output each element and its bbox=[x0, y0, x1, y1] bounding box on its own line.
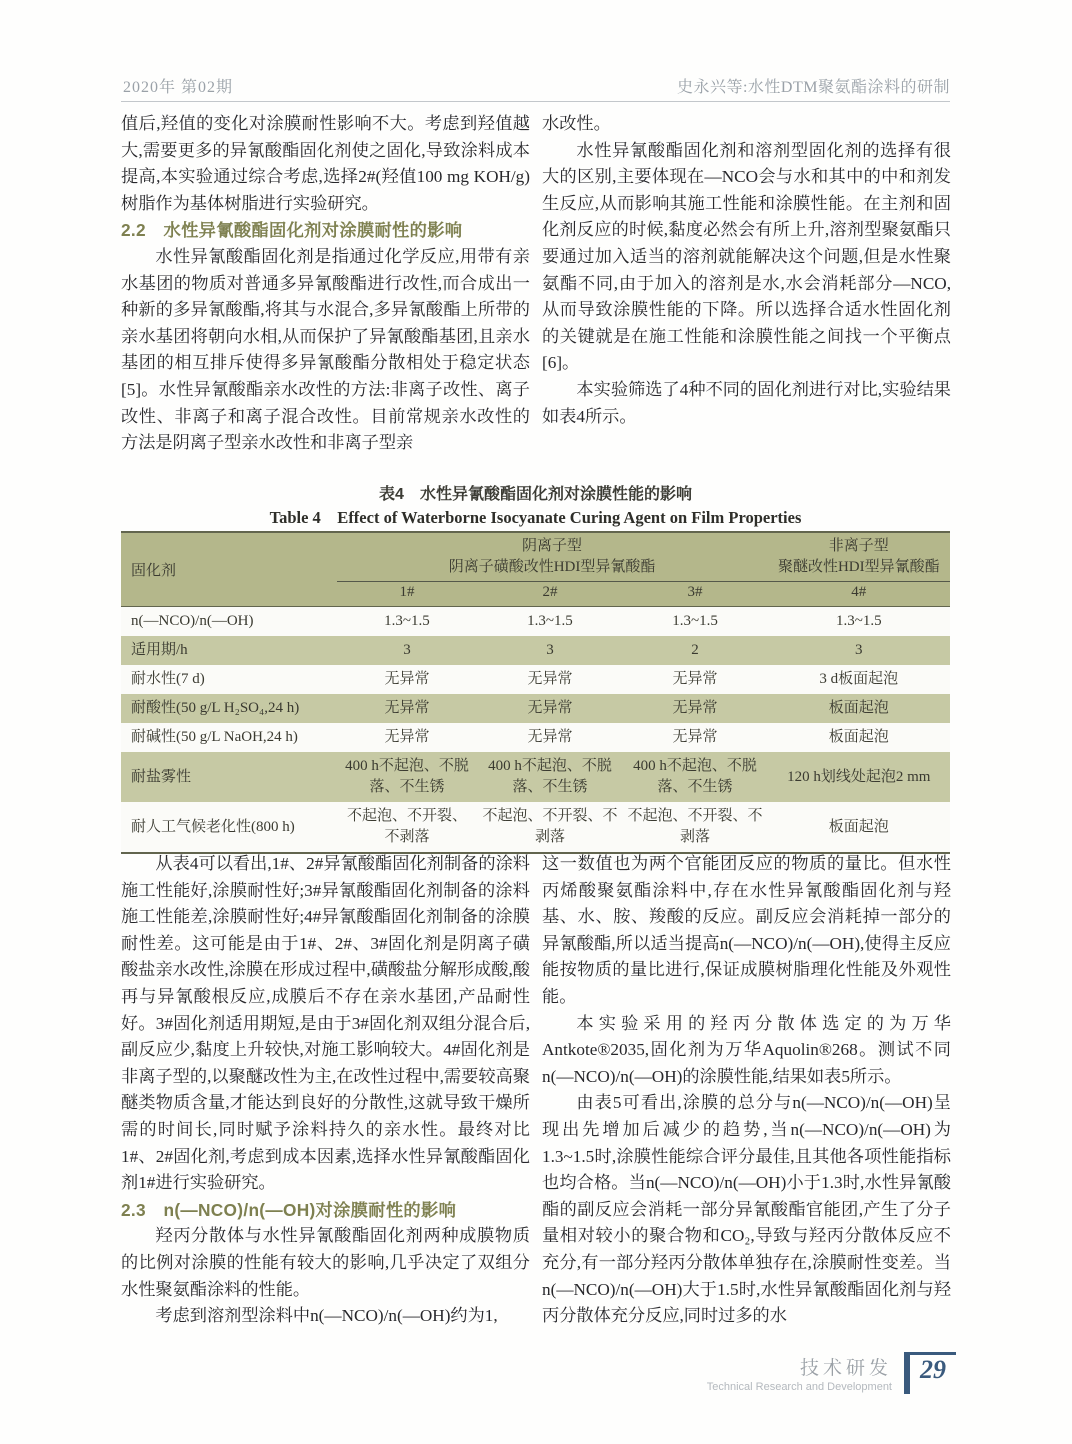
subheader-2: 2# bbox=[477, 582, 622, 607]
row-label: n(—NCO)/n(—OH) bbox=[131, 613, 254, 629]
table-row bbox=[121, 802, 950, 853]
table-cell: 无异常 bbox=[672, 700, 718, 716]
subheader-4: 4# bbox=[768, 582, 950, 607]
table-cell: 400 h不起泡、不脱落、不生锈 bbox=[488, 758, 612, 795]
table-header-row bbox=[121, 532, 950, 582]
table-cell: 3 bbox=[403, 642, 411, 658]
table-row bbox=[121, 694, 950, 723]
table-cell: 无异常 bbox=[527, 729, 573, 745]
table-cell: 1.3~1.5 bbox=[527, 613, 573, 629]
paragraph: 由表5可看出,涂膜的总分与n(—NCO)/n(—OH)呈现出先增加后减少的趋势,当n(—NCO)/n(—OH)为1.3~1.5时,涂膜性能综合评分最佳,且其他各项性能指标也均合格。当n(—NCO)/n(—OH)小于1.3时,水性异氰酸酯的副反应会消耗一部分异氰酸酯官能团,产生了分子量相对较小的聚合物和CO₂,导致与羟丙分散体反应不充分,有一部分羟丙分散体单独存在,涂膜耐性变差。当n(—NCO)/n(—OH)大于1.5时,水性异氰酸酯固化剂与羟丙分散体充分反应,同时过多的水 bbox=[542, 1093, 951, 1326]
section-heading-2-3: 2.3 n(—NCO)/n(—OH)对涂膜耐性的影响 bbox=[121, 1199, 457, 1220]
header-rule bbox=[121, 101, 950, 102]
table-cell: 1.3~1.5 bbox=[384, 613, 430, 629]
table-row bbox=[121, 665, 950, 694]
footer-section-cn: 技术研发 bbox=[799, 1358, 892, 1379]
paragraph: 水改性。 bbox=[542, 114, 611, 133]
table-cell: 1.3~1.5 bbox=[835, 613, 882, 629]
table4-title-en: Table 4 Effect of Waterborne Isocyanate Curing Agent on Film Properties bbox=[269, 508, 802, 527]
table4 bbox=[121, 531, 950, 854]
paragraph: 值后,羟值的变化对涂膜耐性影响不大。考虑到羟值越大,需要更多的异氰酸酯固化剂使之固化,导致涂料成本提高,本实验通过综合考虑,选择2#(羟值100 mg KOH/g)树脂作为基体树脂进行实验研究。 bbox=[121, 114, 530, 213]
table-cell: 无异常 bbox=[672, 671, 718, 687]
table-row bbox=[121, 607, 950, 637]
table-cell: 无异常 bbox=[672, 729, 718, 745]
table-cell: 无异常 bbox=[527, 700, 573, 716]
paragraph: 本实验筛选了4种不同的固化剂进行对比,实验结果如表4所示。 bbox=[542, 379, 951, 426]
paragraph: 本实验采用的羟丙分散体选定的为万华Antkote®2035,固化剂为万华Aquolin®268。测试不同n(—NCO)/n(—OH)的涂膜性能,结果如表5所示。 bbox=[542, 1013, 951, 1086]
group-label-line2: 聚醚改性HDI型异氰酸酯 bbox=[777, 559, 940, 575]
paragraph: 从表4可以看出,1#、2#异氰酸酯固化剂制备的涂料施工性能好,涂膜耐性好;3#异氰酸酯固化剂制备的涂料施工性能差,涂膜耐性好;4#异氰酸酯固化剂制备的涂膜耐性差。这可能是由于1#、2#、3#固化剂是阴离子磺酸盐亲水改性,涂膜在形成过程中,磺酸盐分解形成酸,酸再与异氰酸根反应,成膜后不存在亲水基团,产品耐性好。3#固化剂适用期短,是由于3#固化剂双组分混合后,副反应少,黏度上升较快,对施工影响较大。4#固化剂是非离子型的,以聚醚改性为主,在改性过程中,需要较高聚醚类物质含量,才能达到良好的分散性,这就导致干燥所需的时间长,同时赋予涂料持久的亲水性。最终对比1#、2#固化剂,考虑到成本因素,选择水性异氰酸酯固化剂1#进行实验研究。 bbox=[121, 854, 530, 1193]
paragraph: 水性异氰酸酯固化剂是指通过化学反应,用带有亲水基团的物质对普通多异氰酸酯进行改性,而合成出一种新的多异氰酸酯,将其与水混合,多异氰酸酯上所带的亲水基团将朝向水相,从而保护了异氰酸酯基团,且亲水基团的相互排斥使得多异氰酸酯分散相处于稳定状态[5]。水性异氰酸酯亲水改性的方法:非离子改性、离子改性、非离子和离子混合改性。目前常规亲水改性的方法是阴离子型亲水改性和非离子型亲 bbox=[121, 246, 530, 453]
subheader-3: 3# bbox=[623, 582, 768, 607]
table-cell: 不起泡、不开裂、不剥落 bbox=[627, 808, 763, 845]
table-cell: 无异常 bbox=[384, 671, 430, 687]
table-row bbox=[121, 723, 950, 752]
table-cell: 不起泡、不开裂、不剥落 bbox=[346, 808, 467, 845]
column-left-bottom bbox=[121, 851, 530, 1330]
section-heading-2-2: 2.2 水性异氰酸酯固化剂对涂膜耐性的影响 bbox=[121, 220, 463, 241]
running-head-title: 史永兴等:水性DTM聚氨酯涂料的研制 bbox=[676, 79, 950, 96]
header-group-anionic bbox=[337, 532, 768, 582]
table-cell: 3 bbox=[546, 642, 554, 658]
paragraph: 羟丙分散体与水性异氰酸酯固化剂两种成膜物质的比例对涂膜的性能有较大的影响,几乎决定了双组分水性聚氨酯涂料的性能。 bbox=[121, 1226, 530, 1299]
row-label: 耐水性(7 d) bbox=[131, 671, 205, 687]
table-cell: 板面起泡 bbox=[828, 729, 889, 745]
row-label: 耐碱性(50 g/L NaOH,24 h) bbox=[131, 729, 298, 745]
page-number-box bbox=[904, 1352, 956, 1394]
group-label-line2: 阴离子磺酸改性HDI型异氰酸酯 bbox=[448, 559, 656, 575]
running-head-issue: 2020年 第02期 bbox=[123, 79, 234, 96]
table4-title-cn: 表4 水性异氰酸酯固化剂对涂膜性能的影响 bbox=[379, 486, 692, 503]
footer-section-labels bbox=[707, 1352, 892, 1395]
table-cell: 3 d板面起泡 bbox=[819, 671, 899, 687]
column-right-top bbox=[542, 111, 951, 430]
table-cell: 1.3~1.5 bbox=[672, 613, 718, 629]
table-cell: 无异常 bbox=[384, 700, 430, 716]
footer-section-en: Technical Research and Development bbox=[706, 1381, 892, 1393]
row-label: 耐盐雾性 bbox=[131, 768, 192, 785]
table-row bbox=[121, 752, 950, 802]
table-cell: 无异常 bbox=[527, 671, 573, 687]
paragraph: 这一数值也为两个官能团反应的物质的量比。但水性丙烯酸聚氨酯涂料中,存在水性异氰酸酯固化剂与羟基、水、胺、羧酸的反应。副反应会消耗掉一部分的异氰酸酯,所以适当提高n(—NCO)/n(—OH),使得主反应能按物质的量比进行,保证成膜树脂理化性能及外观性能。 bbox=[542, 854, 951, 1006]
page-footer bbox=[707, 1352, 956, 1395]
table-row bbox=[121, 636, 950, 665]
column-right-bottom bbox=[542, 851, 951, 1330]
group-label-line1: 阴离子型 bbox=[522, 538, 583, 554]
header-cell-curing-agent: 固化剂 bbox=[121, 532, 337, 607]
row-label: 耐人工气候老化性(800 h) bbox=[131, 818, 295, 835]
table-cell: 400 h不起泡、不脱落、不生锈 bbox=[345, 758, 469, 795]
subheader-1: 1# bbox=[337, 582, 478, 607]
table4-header bbox=[121, 532, 950, 607]
paragraph: 考虑到溶剂型涂料中n(—NCO)/n(—OH)约为1, bbox=[155, 1306, 498, 1326]
group-label-line1: 非离子型 bbox=[828, 538, 889, 554]
table-cell: 不起泡、不开裂、不剥落 bbox=[482, 808, 618, 845]
page-number: 29 bbox=[920, 1355, 946, 1384]
table-cell: 板面起泡 bbox=[828, 818, 889, 835]
paragraph: 水性异氰酸酯固化剂和溶剂型固化剂的选择有很大的区别,主要体现在—NCO会与水和其中的中和剂发生反应,从而影响其施工性能和涂膜性能。在主剂和固化剂反应的时候,黏度必然会有所上升,溶剂型聚氨酯只要通过加入适当的溶剂就能解决这个问题,但是水性聚氨酯不同,由于加入的溶剂是水,水会消耗部分—NCO,从而导致涂膜性能的下降。所以选择合适水性固化剂的关键就是在施工性能和涂膜性能之间找一个平衡点[6]。 bbox=[542, 140, 951, 373]
table-cell: 板面起泡 bbox=[828, 700, 889, 716]
table-cell: 无异常 bbox=[384, 729, 430, 745]
column-left-top bbox=[121, 111, 530, 457]
row-label: 耐酸性(50 g/L H₂SO₄,24 h) bbox=[131, 700, 300, 716]
table-cell: 400 h不起泡、不脱落、不生锈 bbox=[633, 758, 757, 795]
table-cell: 120 h划线处起泡2 mm bbox=[787, 768, 931, 785]
table-cell: 2 bbox=[691, 642, 699, 658]
table4-body bbox=[121, 607, 950, 854]
table-cell: 3 bbox=[855, 642, 863, 658]
header-group-nonionic bbox=[768, 532, 950, 582]
row-label: 适用期/h bbox=[131, 642, 188, 658]
